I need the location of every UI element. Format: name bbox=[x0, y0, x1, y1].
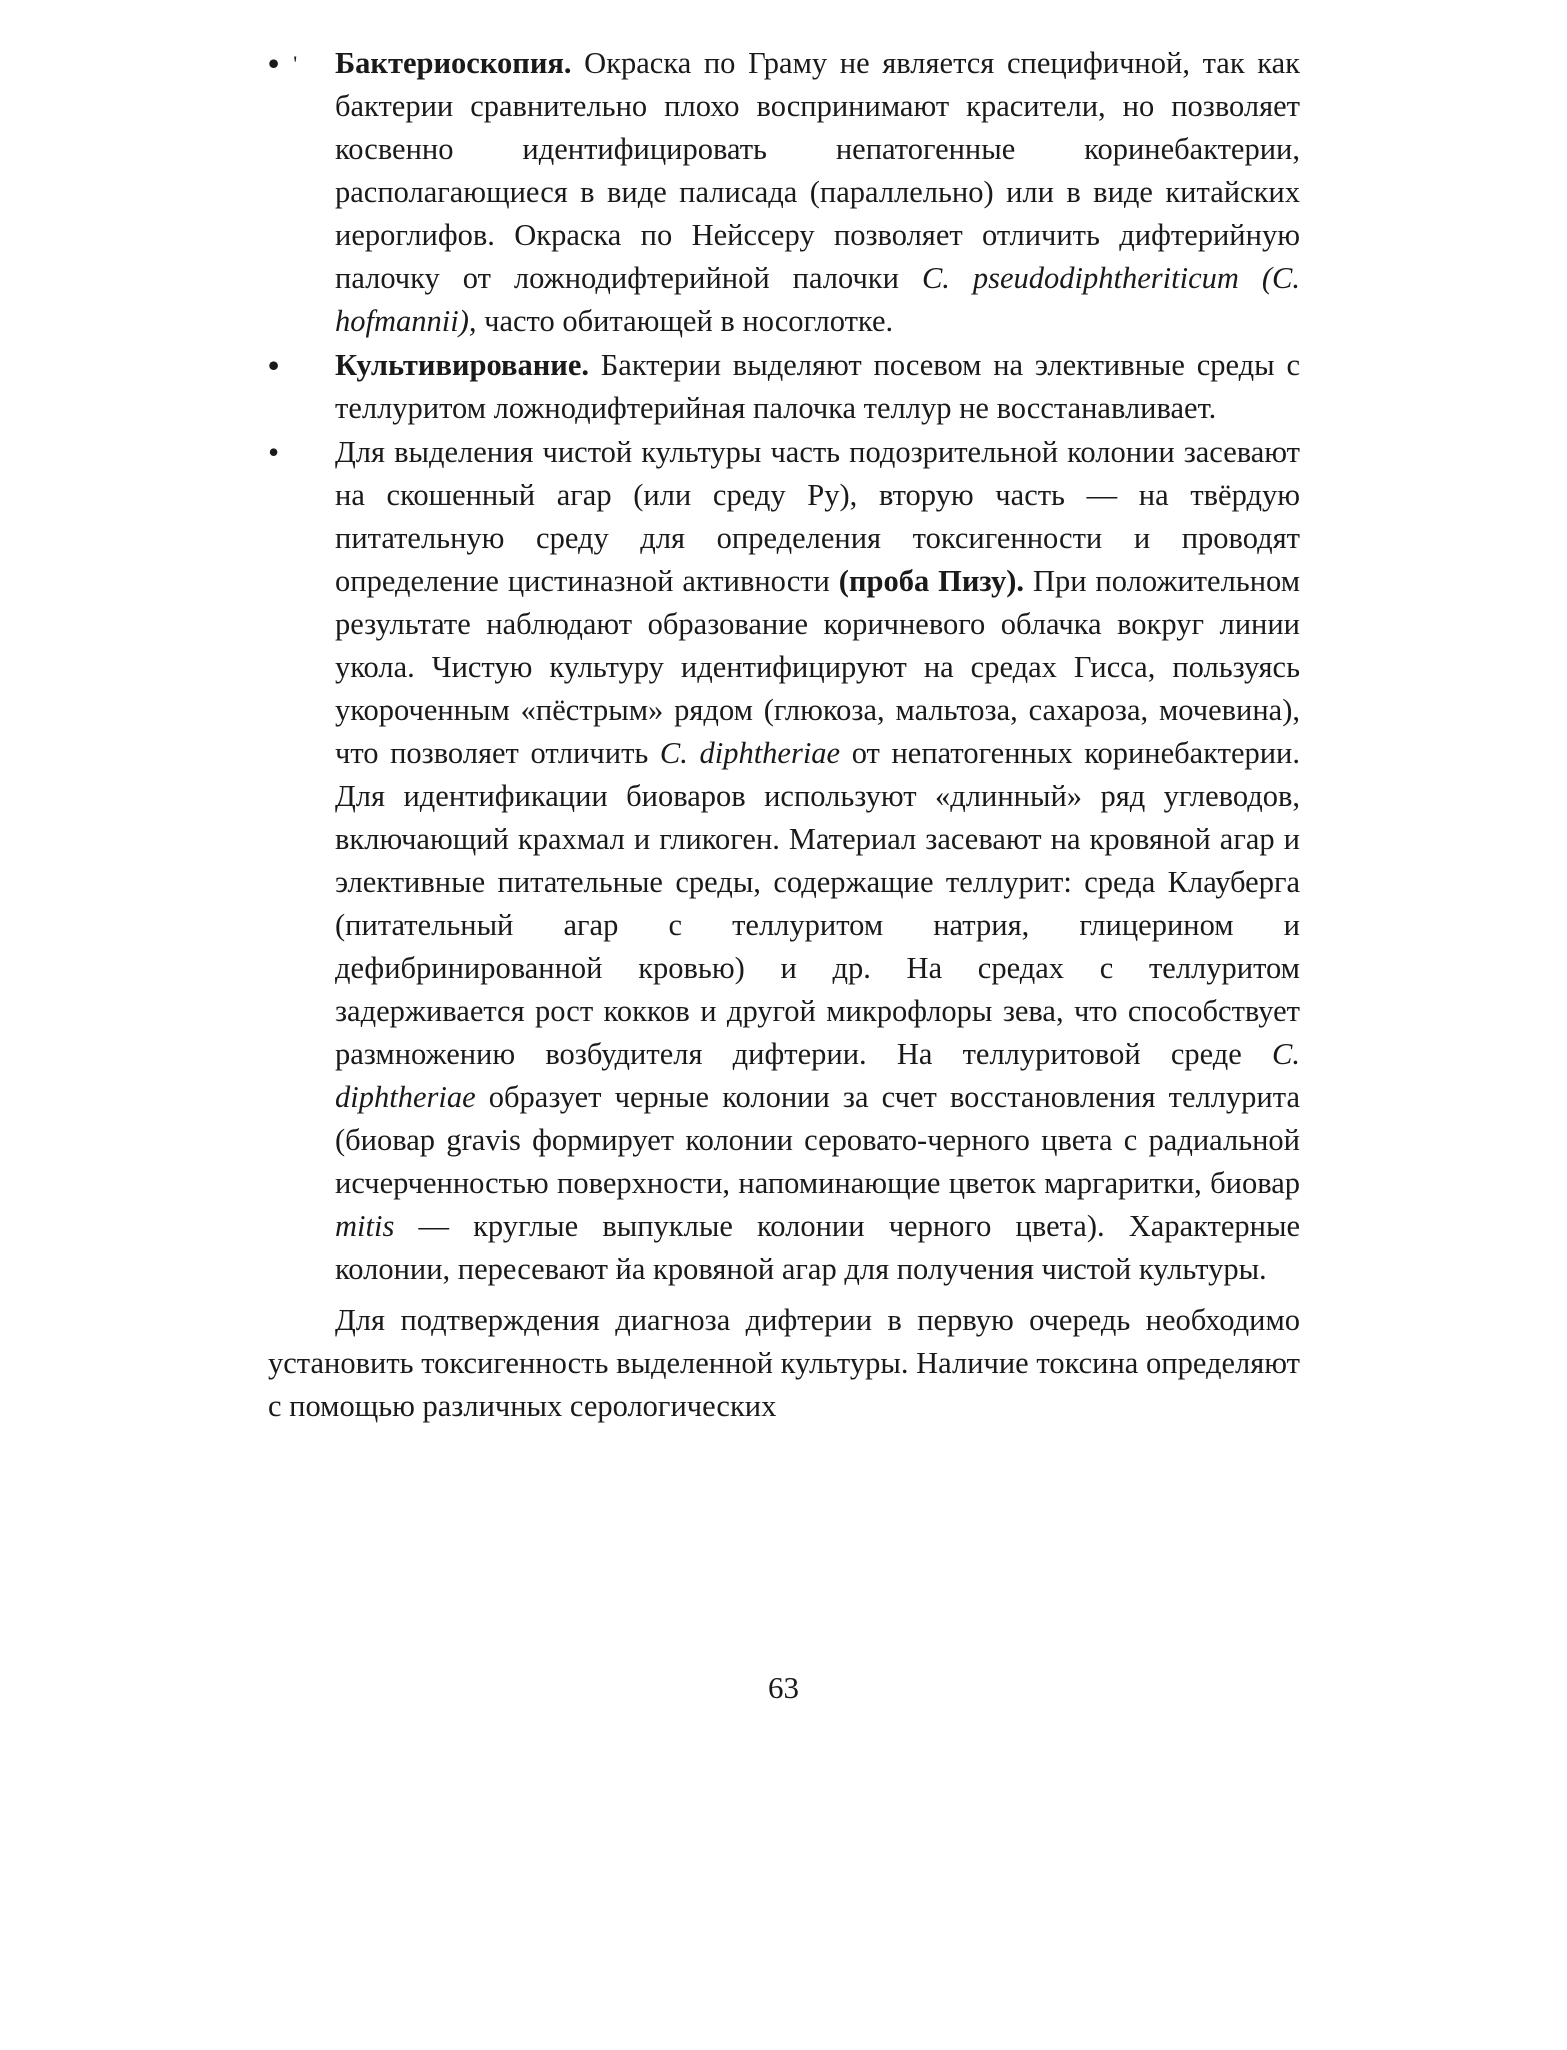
term-heading: Культивирование. bbox=[335, 348, 590, 382]
bullet-item-cultivation bbox=[268, 344, 1300, 430]
closing-paragraph: Для подтверждения диагноза дифтерии в первую очередь необходимо установить токсигенность выделенной культуры. Наличие токсина определяют с помощью различных серологических bbox=[268, 1303, 1300, 1423]
bullet-text bbox=[335, 46, 1300, 338]
text-run: Бактерии выделяют посевом на элективные среды с теллуритом ложнодифтерийная палочка теллур не восстанавливает. bbox=[335, 348, 1300, 425]
text-run: При положительном результате наблюдают образование коричневого облачка вокруг линии укола. Чистую культуру идентифицируют на средах Гисса, пользуясь укороченным «пёстрым» рядом (глюкоза, мальтоза, сахароза, мочевина), что позволяет отличить bbox=[335, 564, 1300, 770]
text-run: от непатогенных коринебактерии. Для идентификации биоваров используют «длинный» ряд углеводов, включающий крахмал и гликоген. Материал засевают на кровяной агар и элективные питательные среды, содержащие теллурит: среда Клауберга (питательный агар с теллуритом натрия, глицерином и дефибринированной кровью) и др. На средах с теллуритом задерживается рост кокков и другой микрофлоры зева, что способствует размножению возбудителя дифтерии. На теллуритовой среде bbox=[335, 736, 1301, 1071]
text-run: Для выделения чистой культуры часть подозрительной колонии засевают на скошенный агар (или среду Ру), вторую часть — на твёрдую питательную среду для определения токсигенности и проводят определение цистиназной активности bbox=[335, 435, 1300, 598]
bullet-dot: • bbox=[268, 347, 280, 383]
text-run: образует черные колонии за счет восстановления теллурита (биовар gravis формирует колонии серовато-черного цвета с радиальной исчерченностью поверхности, напоминающие цветок маргаритки, биовар bbox=[335, 1080, 1300, 1200]
bullet-dot: • bbox=[268, 434, 280, 470]
bullet-marker bbox=[268, 344, 308, 388]
page-body bbox=[268, 42, 1300, 1428]
species-name: C. diphtheriae bbox=[335, 1037, 1300, 1114]
stray-mark: ' bbox=[293, 51, 298, 76]
term-heading: Бактериоскопия. bbox=[335, 46, 572, 80]
species-name: C. pseudodiphtheriticum (C. hofmannii), bbox=[335, 261, 1300, 338]
bullet-item-pure-culture bbox=[268, 431, 1300, 1291]
bullet-marker bbox=[268, 42, 308, 86]
bullet-marker bbox=[268, 431, 308, 475]
bullet-text bbox=[335, 435, 1300, 1286]
biovar-name: mitis bbox=[335, 1209, 395, 1243]
bullet-dot: • bbox=[268, 45, 280, 81]
page-number: 63 bbox=[768, 1670, 799, 1705]
text-run: Окраска по Граму не является специфичной, так как бактерии сравнительно плохо воспринимают красители, но позволяет косвенно идентифицировать непатогенные коринебактерии, располагающиеся в виде палисада (параллельно) или в виде китайских иероглифов. Окраска по Нейссеру позволяет отличить дифтерийную палочку от ложнодифтерийной палочки bbox=[335, 46, 1300, 295]
bullet-item-bacterioscopy bbox=[268, 42, 1300, 343]
term-heading: (проба Пизу). bbox=[838, 564, 1025, 598]
text-run: — круглые выпуклые колонии черного цвета). Характерные колонии, пересевают йа кровяной агар для получения чистой культуры. bbox=[335, 1209, 1300, 1286]
species-name: C. diphtheriae bbox=[659, 736, 841, 770]
text-run: часто обитающей в носоглотке. bbox=[476, 304, 894, 338]
bullet-text bbox=[335, 348, 1300, 425]
